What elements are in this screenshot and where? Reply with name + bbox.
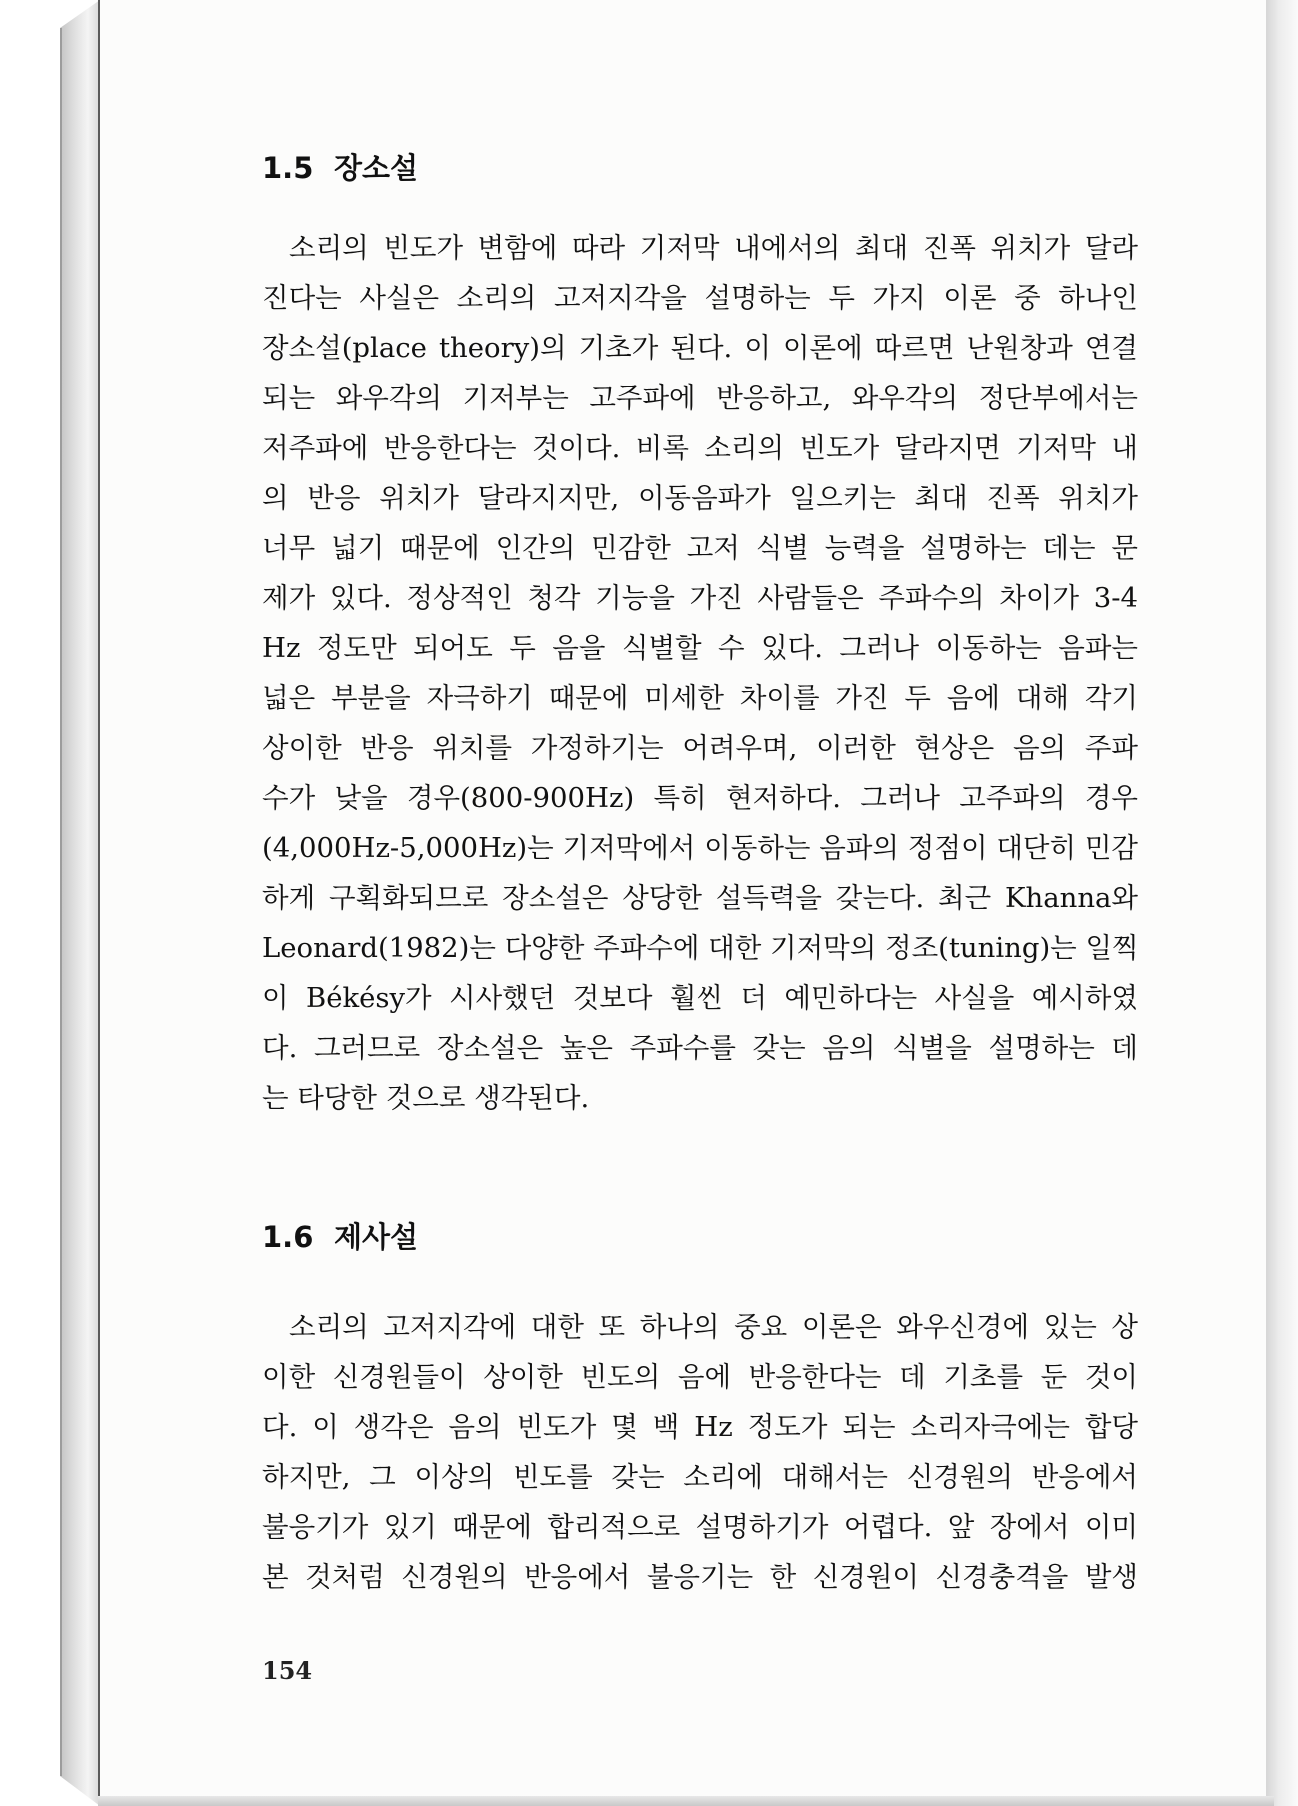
text-line: 수가 낮을 경우(800-900Hz) 특히 현저하다. 그러나 고주파의 경우 xyxy=(262,782,1138,814)
section-heading-1-6 xyxy=(262,1219,418,1255)
text-line: 되는 와우각의 기저부는 고주파에 반응하고, 와우각의 정단부에서는 xyxy=(262,382,1138,414)
text-line: 너무 넓기 때문에 인간의 민감한 고저 식별 능력을 설명하는 데는 문 xyxy=(262,532,1138,564)
book-spine xyxy=(60,0,100,1806)
section-number: 1.5 xyxy=(262,151,314,185)
text-line: 저주파에 반응한다는 것이다. 비록 소리의 빈도가 달라지면 기저막 내 xyxy=(262,432,1138,464)
section-1-6-paragraph xyxy=(262,1302,1138,1602)
section-heading-1-5 xyxy=(262,150,418,186)
text-line: 장소설(place theory)의 기초가 된다. 이 이론에 따르면 난원창과 연결 xyxy=(262,332,1138,364)
text-line: Hz 정도만 되어도 두 음을 식별할 수 있다. 그러나 이동하는 음파는 xyxy=(262,632,1138,664)
section-title: 장소설 xyxy=(334,151,419,185)
text-line: 는 타당한 것으로 생각된다. xyxy=(262,1082,590,1114)
text-line: Leonard(1982)는 다양한 주파수에 대한 기저막의 정조(tuning)는 일찍 xyxy=(262,932,1139,964)
text-line: 다. 이 생각은 음의 빈도가 몇 백 Hz 정도가 되는 소리자극에는 합당 xyxy=(262,1411,1138,1443)
page-number: 154 xyxy=(262,1656,313,1685)
text-line: 진다는 사실은 소리의 고저지각을 설명하는 두 가지 이론 중 하나인 xyxy=(262,282,1138,314)
text-line: 소리의 고저지각에 대한 또 하나의 중요 이론은 와우신경에 있는 상 xyxy=(289,1311,1138,1343)
text-line: 하게 구획화되므로 장소설은 상당한 설득력을 갖는다. 최근 Khanna와 xyxy=(262,882,1138,914)
text-line: (4,000Hz-5,000Hz)는 기저막에서 이동하는 음파의 정점이 대단히 민감 xyxy=(262,832,1138,864)
text-line: 다. 그러므로 장소설은 높은 주파수를 갖는 음의 식별을 설명하는 데 xyxy=(262,1032,1138,1064)
page-edge-shadow xyxy=(1266,0,1298,1806)
text-line: 제가 있다. 정상적인 청각 기능을 가진 사람들은 주파수의 차이가 3-4 xyxy=(262,582,1138,614)
page-bottom-edge xyxy=(98,1796,1274,1806)
text-line: 이한 신경원들이 상이한 빈도의 음에 반응한다는 데 기초를 둔 것이 xyxy=(262,1361,1138,1393)
text-line: 이 Békésy가 시사했던 것보다 훨씬 더 예민하다는 사실을 예시하였 xyxy=(262,982,1138,1014)
text-line: 하지만, 그 이상의 빈도를 갖는 소리에 대해서는 신경원의 반응에서 xyxy=(262,1461,1138,1493)
text-line: 의 반응 위치가 달라지지만, 이동음파가 일으키는 최대 진폭 위치가 xyxy=(262,482,1138,514)
text-line: 상이한 반응 위치를 가정하기는 어려우며, 이러한 현상은 음의 주파 xyxy=(262,732,1138,764)
book-spine-edge xyxy=(60,28,62,1776)
section-number: 1.6 xyxy=(262,1220,314,1254)
text-line: 불응기가 있기 때문에 합리적으로 설명하기가 어렵다. 앞 장에서 이미 xyxy=(262,1511,1138,1543)
section-1-5-paragraph xyxy=(262,223,1138,1123)
text-line: 소리의 빈도가 변함에 따라 기저막 내에서의 최대 진폭 위치가 달라 xyxy=(289,232,1138,264)
text-line: 넓은 부분을 자극하기 때문에 미세한 차이를 가진 두 음에 대해 각기 xyxy=(262,682,1138,714)
text-line: 본 것처럼 신경원의 반응에서 불응기는 한 신경원이 신경충격을 발생 xyxy=(262,1561,1138,1593)
section-title: 제사설 xyxy=(334,1220,419,1254)
